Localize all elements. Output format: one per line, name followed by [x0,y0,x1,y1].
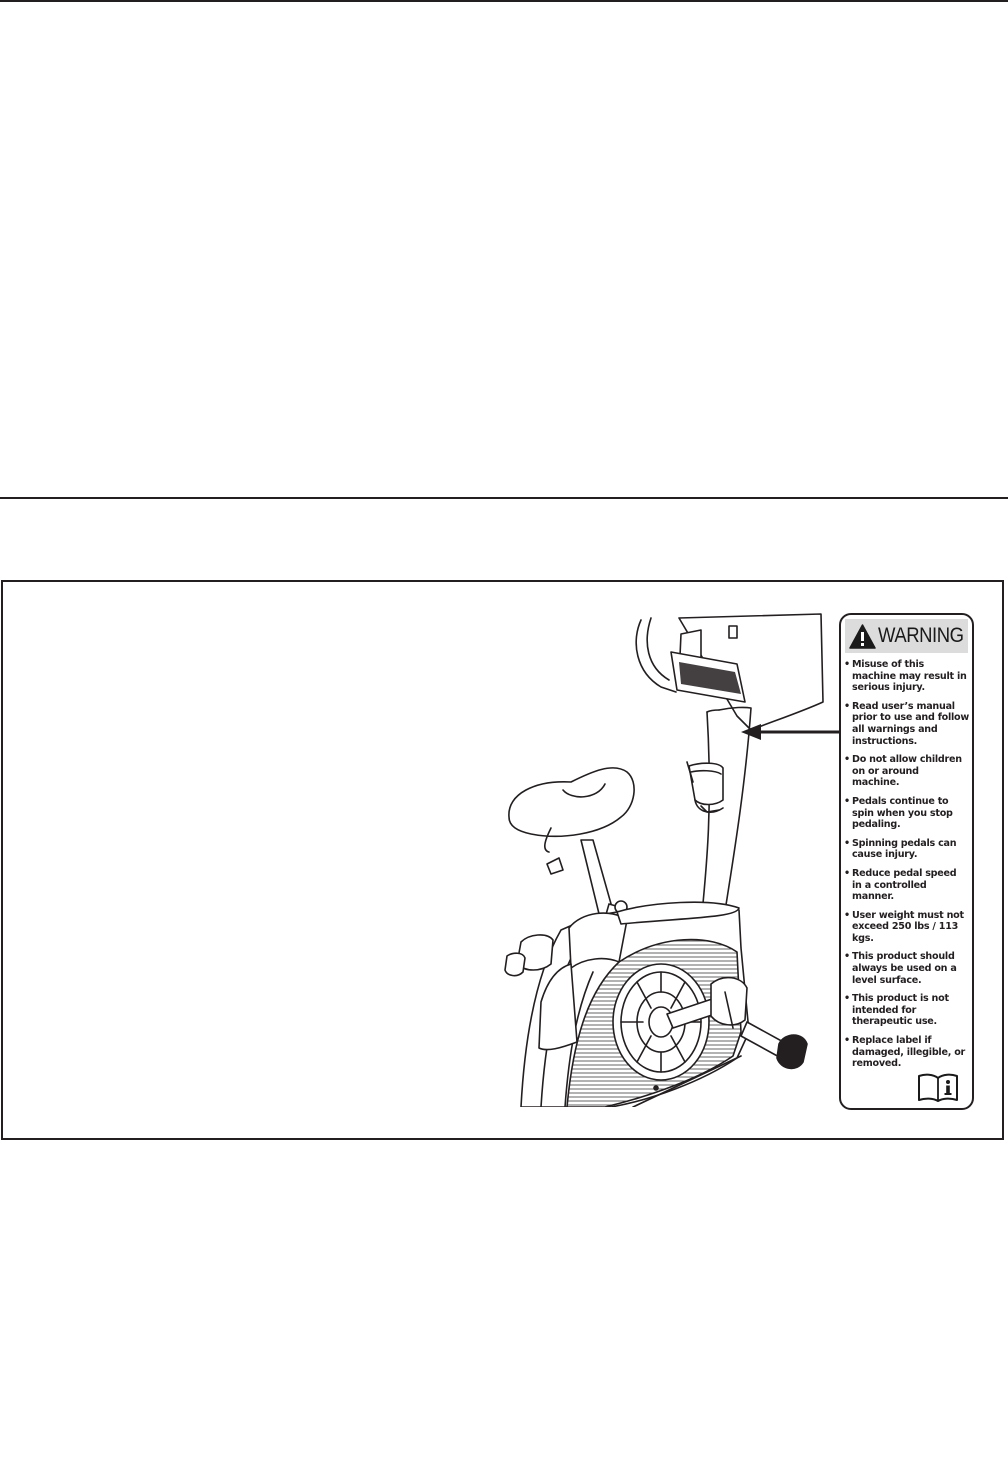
warning-item: • Misuse of this machine may result in serious injury. [844,659,969,694]
warning-item: • This product should always be used on a level surface. [844,951,969,986]
top-rule [0,0,1008,2]
warning-item: • Pedals continue to spin when you stop pedaling. [844,796,969,831]
exercise-bike-illustration [501,612,836,1107]
warning-header [845,619,968,653]
warning-list [841,659,972,1070]
warning-decal [839,613,974,1110]
read-manual-icon [917,1072,959,1102]
warning-label-figure [1,580,1004,1140]
warning-item: • This product is not intended for therapeutic use. [844,993,969,1028]
warning-item: • User weight must not exceed 250 lbs / 113 kgs. [844,910,969,945]
warning-item: • Spinning pedals can cause injury. [844,838,969,861]
warning-item: • Replace label if damaged, illegible, or removed. [844,1035,969,1070]
warning-title: WARNING [878,624,964,647]
warning-item: • Do not allow children on or around machine. [844,754,969,789]
warning-item: • Read user’s manual prior to use and follow all warnings and instructions. [844,701,969,747]
section-divider [0,497,1008,499]
warning-item: • Reduce pedal speed in a controlled manner. [844,868,969,903]
warning-triangle-icon [849,624,876,649]
